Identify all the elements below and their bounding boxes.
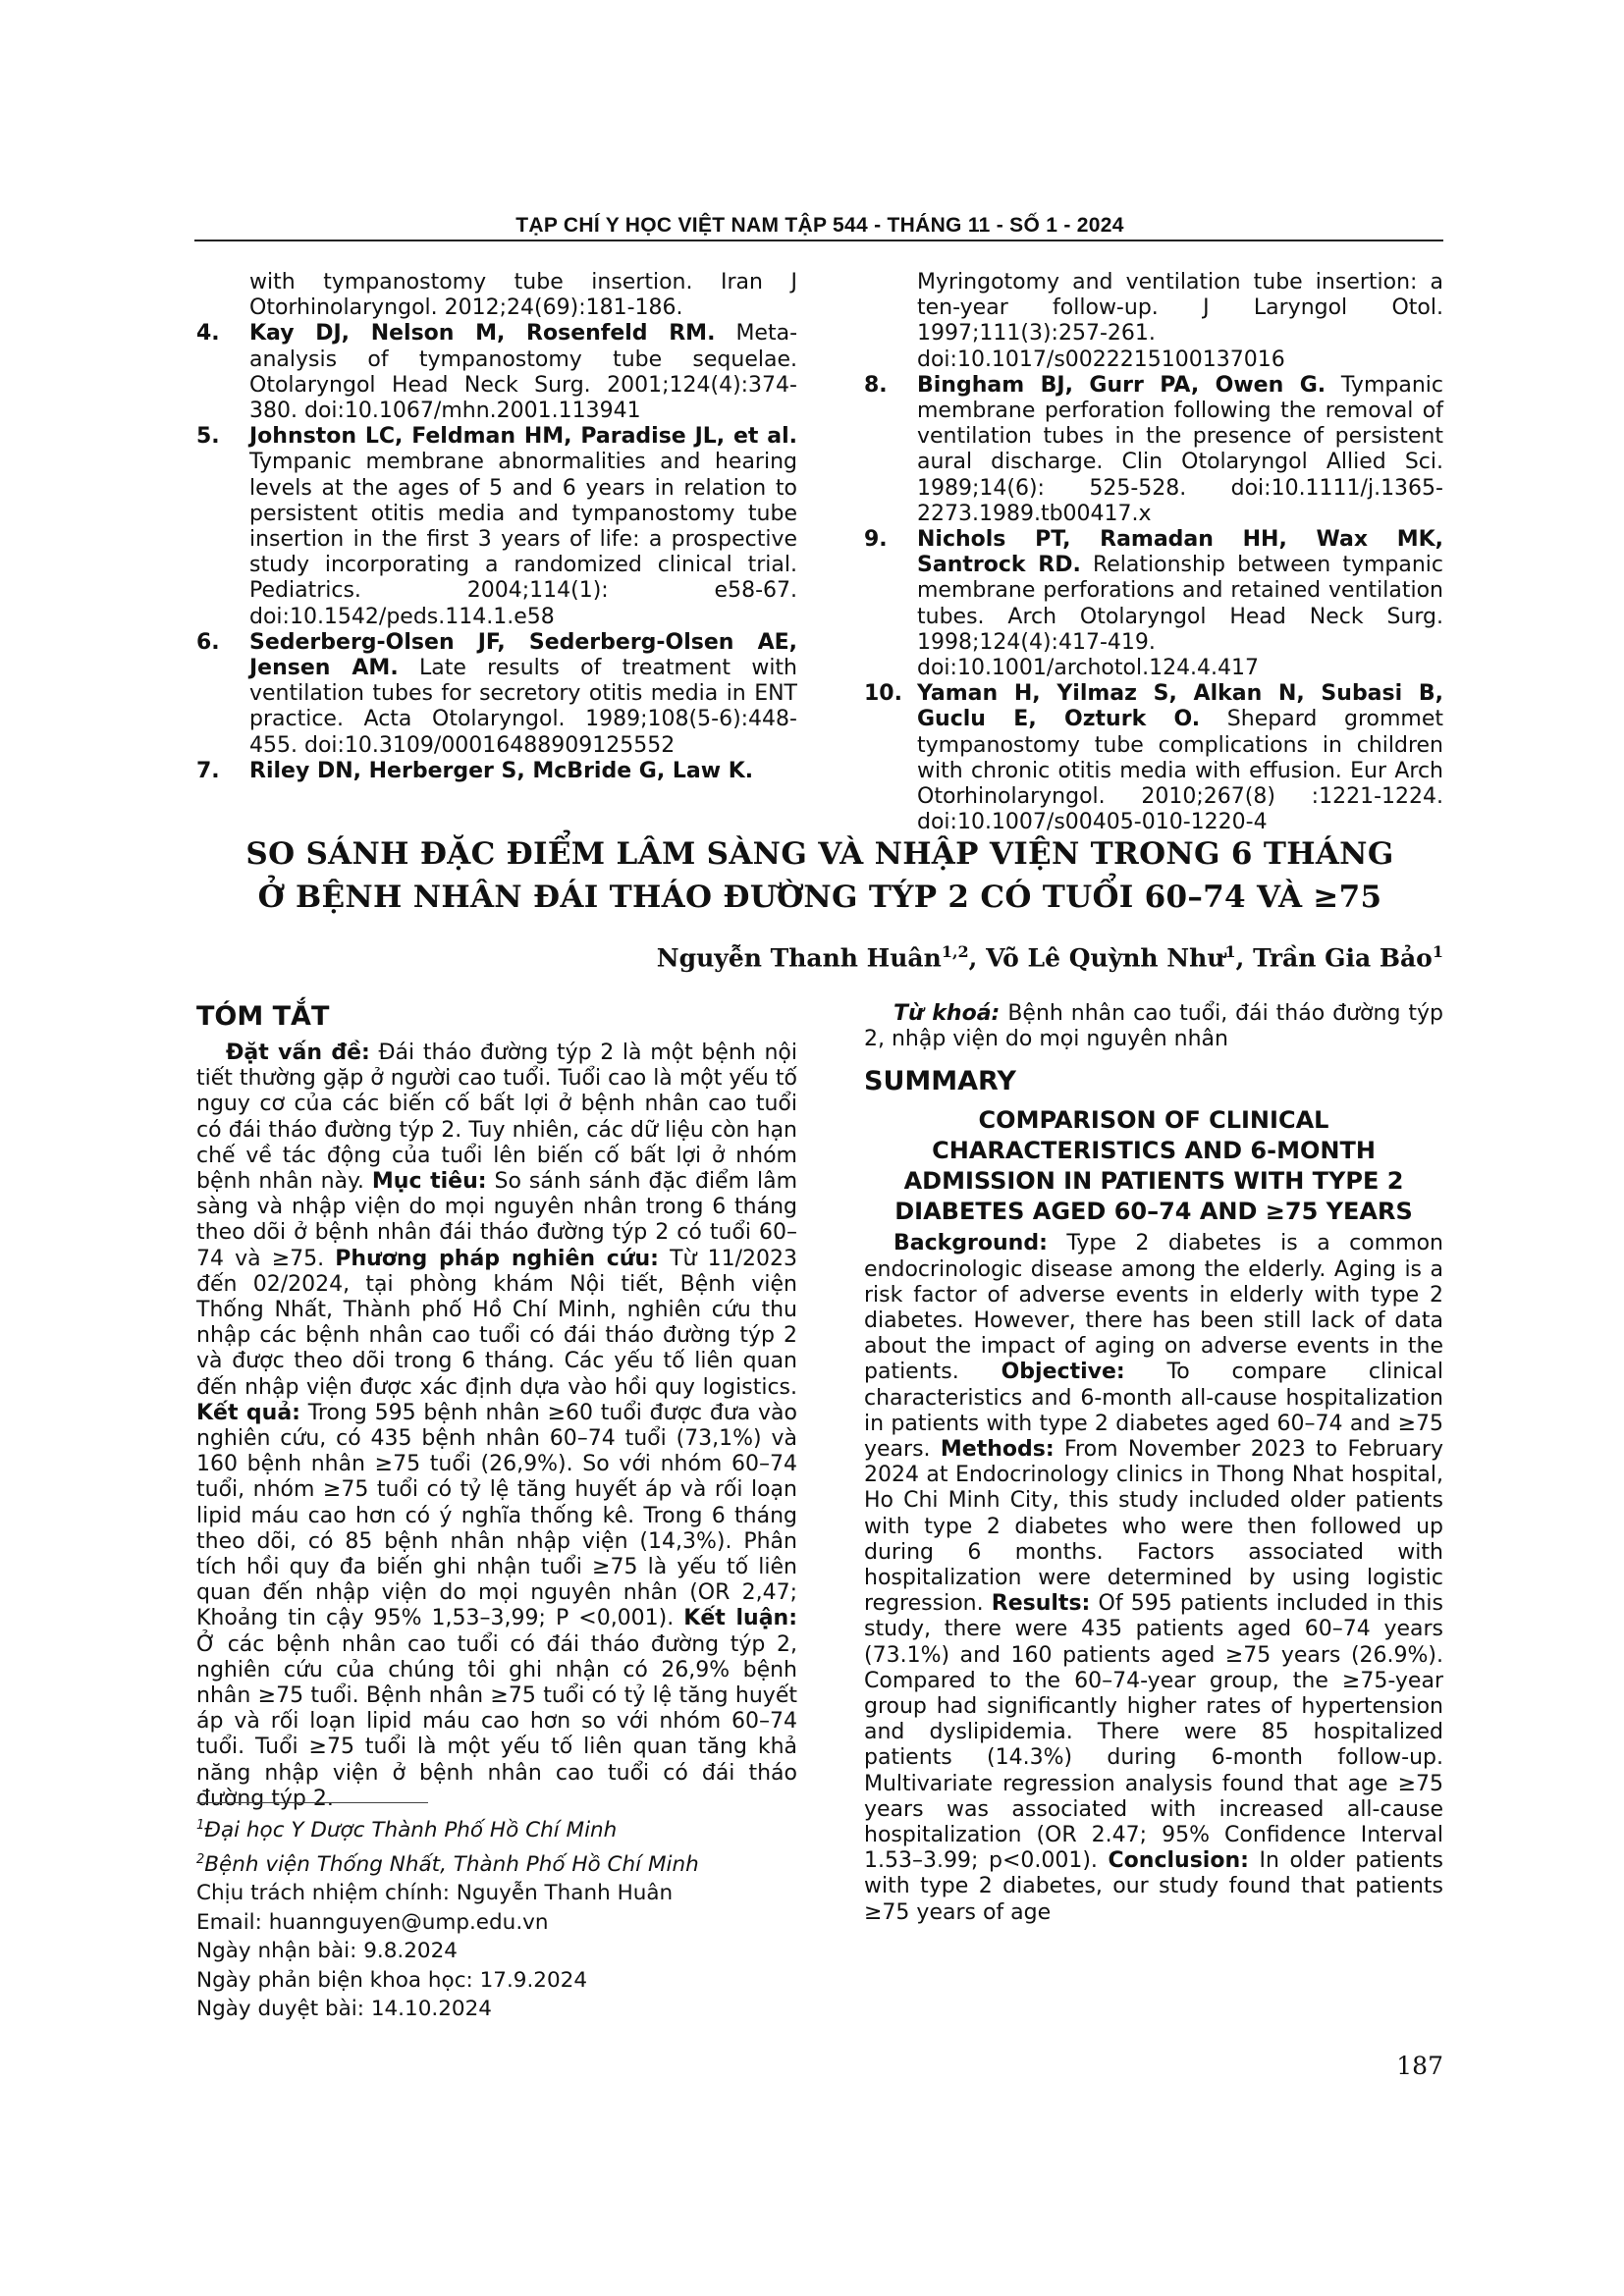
reference-number: 5.	[196, 424, 220, 450]
reference-authors: Nichols PT, Ramadan HH, Wax MK, Santrock RD.	[917, 527, 1443, 578]
reference-item	[196, 424, 797, 630]
affiliation-number: 2	[196, 1851, 205, 1867]
methods-text: From November 2023 to February 2024 at Endocrinology clinics in Thong Nhat hospital, Ho Chi Minh City, this study included older patients with type 2 diabetes who were then followed up during 6 months. Factors associated with hospitalization were determined by using logistic regression.	[864, 1437, 1443, 1617]
background-text: Đái tháo đường týp 2 là một bệnh nội tiết thường gặp ở người cao tuổi. Tuổi cao là một yếu tố nguy cơ của các biến cố bất lợi ở bệnh nhân cao tuổi có đái tháo đường týp 2. Tuy nhiên, các dữ liệu còn hạn chế về tác động của tuổi lên biến cố bất lợi ở nhóm bệnh nhân này.	[196, 1041, 797, 1195]
author-name: Trần Gia Bảo	[1253, 943, 1433, 973]
background-label: Background:	[893, 1231, 1048, 1256]
reference-continuation: Myringotomy and ventilation tube insertion: a ten-year follow-up. J Laryngol Otol. 1997;111(3):257-261. doi:10.1017/s0022215100137016	[917, 270, 1443, 372]
reference-continuation: with tympanostomy tube insertion. Iran J Otorhinolaryngol. 2012;24(69):181-186.	[249, 270, 797, 321]
objective-label: Mục tiêu:	[371, 1169, 487, 1195]
article-title	[196, 832, 1443, 919]
conclusion-text: Ở các bệnh nhân cao tuổi có đái tháo đường týp 2, nghiên cứu của chúng tôi ghi nhận có 26,9% bệnh nhân ≥75 tuổi. Bệnh nhân ≥75 tuổi có tỷ lệ tăng huyết áp và rối loạn lipid máu cao hơn so với nhóm 60–74 tuổi. Tuổi ≥75 tuổi là một yếu tố liên quan tăng khả năng nhập viện ở bệnh nhân cao tuổi có đái tháo đường týp 2.	[196, 1631, 797, 1811]
reference-text: Late results of treatment with ventilation tubes for secretory otitis media in ENT practice. Acta Otolaryngol. 1989;108(5-6):448-455. doi:10.3109/00016488909125552	[249, 656, 797, 758]
author-list	[657, 942, 1443, 972]
reference-number: 9.	[864, 527, 888, 553]
author-affiliation: 1	[1432, 942, 1443, 961]
reference-text: Tympanic membrane perforation following the removal of ventilation tubes in the presence of persistent aural discharge. Clin Otolaryngol Allied Sci. 1989;14(6): 525-528. doi:10.1111/j.1365-2273.1989.tb00417.x	[917, 372, 1443, 526]
received-date: Ngày nhận bài: 9.8.2024	[196, 1939, 458, 1964]
summary-title: COMPARISON OF CLINICAL CHARACTERISTICS AND 6-MONTH ADMISSION IN PATIENTS WITH TYPE 2 DIABETES AGED 60–74 AND ≥75 YEARS	[894, 1106, 1413, 1226]
author-name: Võ Lê Quỳnh Như	[986, 943, 1225, 973]
reference-number: 4.	[196, 321, 220, 347]
results-text: Trong 595 bệnh nhân ≥60 tuổi được đưa vào nghiên cứu, có 435 bệnh nhân 60–74 tuổi (73,1%) và 160 bệnh nhân ≥75 tuổi (26,9%). So với nhóm 60–74 tuổi, nhóm ≥75 tuổi có tỷ lệ tăng huyết áp và rối loạn lipid máu cao hơn có ý nghĩa thống kê. Trong 6 tháng theo dõi, có 85 bệnh nhân nhập viện (14,3%). Phân tích hồi quy đa biến ghi nhận tuổi ≥75 là yếu tố liên quan đến nhập viện do mọi nguyên nhân (OR 2,47; Khoảng tin cậy 95% 1,53–3,99; P <0,001).	[196, 1400, 797, 1631]
footnote-rule	[196, 1802, 428, 1803]
affiliation-text: Đại học Y Dược Thành Phố Hồ Chí Minh	[204, 1818, 618, 1843]
reference-authors: Johnston LC, Feldman HM, Paradise JL, et al.	[249, 424, 797, 450]
methods-text: Từ 11/2023 đến 02/2024, tại phòng khám Nội tiết, Bệnh viện Thống Nhất, Thành phố Hồ Chí Minh, nghiên cứu thu nhập các bệnh nhân cao tuổi có đái tháo đường týp 2 và được theo dõi trong 6 tháng. Các yếu tố liên quan đến nhập viện được xác định dựa vào hồi quy logistics.	[196, 1246, 797, 1400]
author-affiliation: 1	[1224, 942, 1236, 961]
corresponding-author: Chịu trách nhiệm chính: Nguyễn Thanh Huân	[196, 1881, 674, 1906]
affiliation-number: 1	[196, 1818, 205, 1833]
footnotes	[196, 1811, 805, 2024]
conclusion-text: In older patients with type 2 diabetes, our study found that patients ≥75 years of age	[864, 1848, 1444, 1925]
affiliation-1	[196, 1811, 805, 1845]
article-title-line-2: Ở BỆNH NHÂN ĐÁI THÁO ĐƯỜNG TÝP 2 CÓ TUỔI 60–74 VÀ ≥75	[257, 880, 1382, 915]
running-header: TẠP CHÍ Y HỌC VIỆT NAM TẬP 544 - THÁNG 11 - SỐ 1 - 2024	[515, 214, 1124, 237]
reference-authors: Bingham BJ, Gurr PA, Owen G.	[917, 372, 1326, 398]
reviewed-date: Ngày phản biện khoa học: 17.9.2024	[196, 1967, 588, 1993]
keywords-label: Từ khoá:	[893, 1001, 1001, 1026]
author-separator: ,	[1235, 943, 1254, 973]
article-title-line-1: SO SÁNH ĐẶC ĐIỂM LÂM SÀNG VÀ NHẬP VIỆN TRONG 6 THÁNG	[245, 836, 1394, 872]
affiliation-text: Bệnh viện Thống Nhất, Thành Phố Hồ Chí Minh	[204, 1851, 699, 1877]
results-label: Kết quả:	[196, 1400, 300, 1425]
author-affiliation: 1,2	[941, 942, 969, 961]
reference-authors: Riley DN, Herberger S, McBride G, Law K.	[249, 758, 754, 783]
results-label: Results:	[991, 1591, 1091, 1617]
accepted-date: Ngày duyệt bài: 14.10.2024	[196, 1997, 492, 2022]
reference-text: Tympanic membrane abnormalities and hearing levels at the ages of 5 and 6 years in relation to persistent otitis media and tympanostomy tube insertion in the first 3 years of life: a prospective study incorporating a randomized clinical trial. Pediatrics. 2004;114(1): e58-67. doi:10.1542/peds.114.1.e58	[249, 450, 797, 629]
reference-item	[864, 527, 1443, 681]
reference-item	[864, 373, 1443, 527]
conclusion-label: Conclusion:	[1108, 1848, 1249, 1874]
reference-authors: Kay DJ, Nelson M, Rosenfeld RM.	[249, 321, 716, 347]
reference-authors: Yaman H, Yilmaz S, Alkan N, Subasi B, Guclu E, Ozturk O.	[917, 681, 1443, 732]
reference-text: Shepard grommet tympanostomy tube complications in children with chronic otitis media with effusion. Eur Arch Otorhinolaryngol. 2010;267(8) :1221-1224. doi:10.1007/s00405-010-1220-4	[917, 707, 1443, 835]
reference-number: 8.	[864, 372, 888, 398]
reference-item	[196, 321, 797, 424]
methods-label: Methods:	[940, 1437, 1055, 1463]
abstract-body	[196, 1041, 797, 1812]
reference-authors: Sederberg-Olsen JF, Sederberg-Olsen AE, Jensen AM.	[249, 629, 797, 681]
methods-label: Phương pháp nghiên cứu:	[335, 1246, 659, 1271]
keywords-text: Bệnh nhân cao tuổi, đái tháo đường týp 2, nhập viện do mọi nguyên nhân	[864, 1001, 1443, 1052]
reference-text: Meta-analysis of tympanostomy tube sequelae. Otolaryngol Head Neck Surg. 2001;124(4):374-380. doi:10.1067/mhn.2001.113941	[249, 321, 798, 424]
conclusion-label: Kết luận:	[683, 1606, 797, 1631]
email: Email: huannguyen@ump.edu.vn	[196, 1909, 549, 1935]
references-left	[196, 270, 797, 784]
references-right	[864, 270, 1443, 835]
affiliation-2	[196, 1845, 805, 1880]
abstract-vietnamese	[196, 1001, 797, 1812]
author-name: Nguyễn Thanh Huân	[656, 943, 942, 973]
objective-label: Objective:	[1001, 1360, 1125, 1385]
objective-text: To compare clinical characteristics and 6-month all-cause hospitalization in patients with type 2 diabetes aged 60–74 and ≥75 years.	[864, 1360, 1443, 1463]
summary-body	[864, 1231, 1443, 1925]
background-label: Đặt vấn đề:	[226, 1041, 370, 1065]
keywords	[864, 1001, 1443, 1052]
reference-number: 6.	[196, 629, 220, 655]
background-text: Type 2 diabetes is a common endocrinologic disease among the elderly. Aging is a risk factor of adverse events in elderly with type 2 diabetes. However, there has been still lack of data about the impact of aging on adverse events in the patients.	[864, 1231, 1443, 1385]
header-rule	[194, 240, 1443, 241]
abstract-heading: TÓM TẮT	[196, 1001, 330, 1032]
objective-text: So sánh sánh đặc điểm lâm sàng và nhập viện do mọi nguyên nhân trong 6 tháng theo dõi ở bệnh nhân đái tháo đường týp 2 có tuổi 60–74 và ≥75.	[196, 1169, 798, 1271]
reference-item	[196, 630, 797, 759]
reference-number: 10.	[864, 681, 902, 707]
results-text: Of 595 patients included in this study, there were 435 patients aged 60–74 years (73.1%) and 160 patients aged ≥75 years (26.9%). Compared to the 60–74-year group, the ≥75-year group had significantly higher rates of hypertension and dyslipidemia. There were 85 hospitalized patients (14.3%) during 6-month follow-up. Multivariate regression analysis found that age ≥75 years was associated with increased all-cause hospitalization (OR 2.47; 95% Confidence Interval 1.53–3.99; p<0.001).	[864, 1591, 1443, 1874]
author-separator: ,	[968, 943, 987, 973]
page-number: 187	[1396, 2052, 1443, 2080]
reference-number: 7.	[196, 758, 220, 783]
abstract-right-column	[864, 1001, 1443, 1926]
summary-heading: SUMMARY	[864, 1066, 1016, 1097]
reference-item	[196, 759, 797, 784]
reference-item	[864, 681, 1443, 835]
reference-text: Relationship between tympanic membrane perforations and retained ventilation tubes. Arch Otolaryngol Head Neck Surg. 1998;124(4):417-419. doi:10.1001/archotol.124.4.417	[917, 553, 1443, 681]
